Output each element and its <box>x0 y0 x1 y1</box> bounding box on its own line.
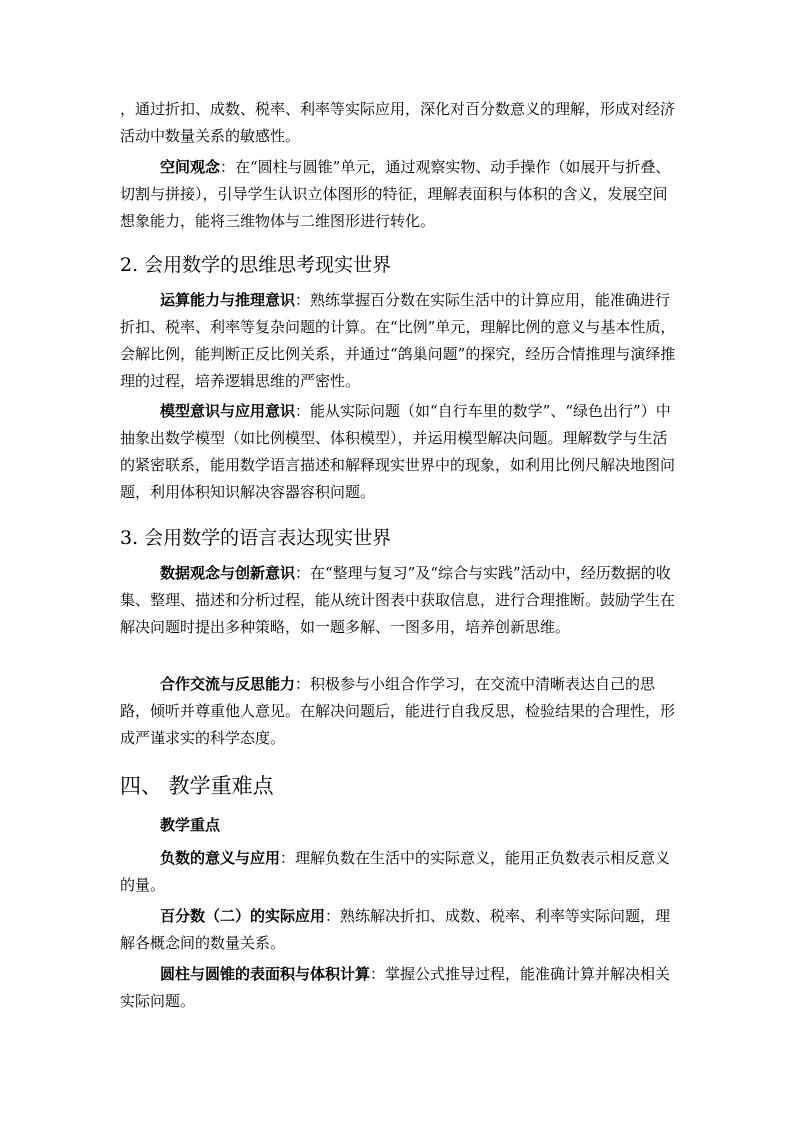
section-2-p1-label: 运算能力与推理意识 <box>160 291 296 309</box>
section-4-heading: 四、 教学重难点 <box>120 774 274 798</box>
section-3-paragraph-2 <box>120 671 676 752</box>
section-3-paragraph-1 <box>120 560 676 641</box>
section-3-p2-text: ：积极参与小组合作学习，在交流中清晰表达自己的思路，倾听并尊重他人意见。在解决问题后，能进行自我反思，检验结果的合理性，形成严谨求实的科学态度。 <box>120 675 676 747</box>
section-4-p2-label: 百分数（二）的实际应用 <box>160 907 326 925</box>
section-2-paragraph-2 <box>120 398 676 506</box>
section-3-p2-label: 合作交流与反思能力 <box>160 675 296 693</box>
section-3-p1-text: ：在“整理与复习”及“综合与实践”活动中，经历数据的收集、整理、描述和分析过程，能从统计图表中获取信息，进行合理推断。鼓励学生在解决问题时提出多种策略，如一题多解、一图多用，培养创新思维。 <box>120 564 676 636</box>
spatial-label: 空间观念 <box>160 158 221 176</box>
section-4-p2-text: ：熟练解决折扣、成数、税率、利率等实际问题，理解各概念间的数量关系。 <box>120 907 671 952</box>
section-4-subheading: 教学重点 <box>160 816 221 834</box>
section-2-p2-text: ：能从实际问题（如“自行车里的数学”、“绿色出行”）中抽象出数学模型（如比例模型、体积模型），并运用模型解决问题。理解数学与生活的紧密联系，能用数学语言描述和解释现实世界中的现象，如利用比例尺解决地图问题，利用体积知识解决容器容积问题。 <box>120 402 676 501</box>
spatial-paragraph <box>120 154 676 235</box>
section-4-paragraph-2 <box>120 903 676 957</box>
section-2-p2-label: 模型意识与应用意识 <box>160 402 296 420</box>
spatial-text: ：在“圆柱与圆锥”单元，通过观察实物、动手操作（如展开与折叠、切割与拼接），引导学生认识立体图形的特征，理解表面积与体积的含义，发展空间想象能力，能将三维物体与二维图形进行转化。 <box>120 158 671 230</box>
section-4-p1-text: ：理解负数在生活中的实际意义，能用正负数表示相反意义的量。 <box>120 849 671 894</box>
section-2-paragraph-1 <box>120 287 676 395</box>
section-4-paragraph-1 <box>120 845 676 899</box>
section-4-paragraph-3 <box>120 961 676 1015</box>
section-4-p3-text: ：掌握公式推导过程，能准确计算并解决相关实际问题。 <box>120 965 671 1010</box>
section-3-heading: 3. 会用数学的语言表达现实世界 <box>120 527 392 549</box>
section-2-heading: 2. 会用数学的思维思考现实世界 <box>120 254 392 276</box>
section-4-p3-label: 圆柱与圆锥的表面积与体积计算 <box>160 965 371 983</box>
section-2-p1-text: ：熟练掌握百分数在实际生活中的计算应用，能准确进行折扣、税率、利率等复杂问题的计算。在“比例”单元，理解比例的意义与基本性质，会解比例，能判断正反比例关系，并通过“鸽巢问题”的探究，经历合情推理与演绎推理的过程，培养逻辑思维的严密性。 <box>120 291 676 390</box>
intro-paragraph <box>120 96 676 150</box>
section-4-p1-label: 负数的意义与应用 <box>160 849 281 867</box>
section-3-p1-label: 数据观念与创新意识 <box>160 564 296 582</box>
intro-text: ，通过折扣、成数、税率、利率等实际应用，深化对百分数意义的理解，形成对经济活动中数量关系的敏感性。 <box>120 100 676 145</box>
